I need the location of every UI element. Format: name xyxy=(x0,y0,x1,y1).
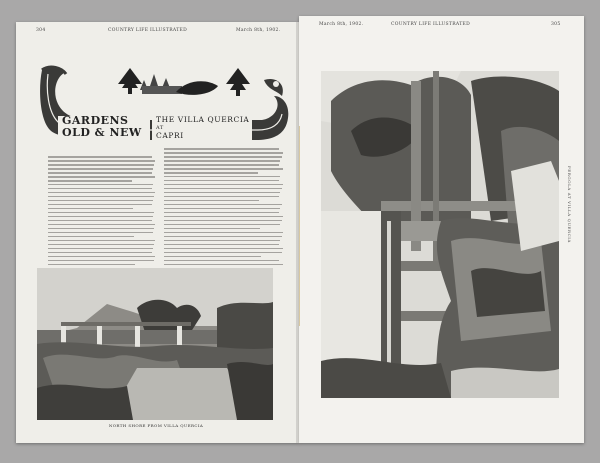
left-page-number: 304 xyxy=(36,28,46,33)
title-line-1: GARDENS xyxy=(62,114,129,127)
text-line xyxy=(48,224,155,226)
text-line xyxy=(48,216,153,218)
text-line xyxy=(164,244,279,246)
text-line xyxy=(164,220,282,222)
text-line xyxy=(48,228,154,230)
pergola-photo xyxy=(321,71,559,398)
text-line xyxy=(48,244,154,246)
text-line xyxy=(48,156,152,158)
text-line xyxy=(48,232,153,234)
text-line xyxy=(48,200,153,202)
right-page xyxy=(299,16,584,443)
left-page-date: March 8th, 1902. xyxy=(236,28,281,33)
text-line xyxy=(164,184,283,186)
right-photo-caption-text: PERGOLA AT VILLA QUERCIA xyxy=(567,166,572,243)
left-running-head: COUNTRY LIFE ILLUSTRATED xyxy=(108,28,187,33)
text-line xyxy=(164,156,282,158)
title-ornament xyxy=(36,60,292,156)
text-line xyxy=(48,264,135,266)
text-line xyxy=(48,192,155,194)
text-line xyxy=(48,176,155,178)
text-line xyxy=(48,256,155,258)
text-line xyxy=(164,252,282,254)
text-line xyxy=(164,212,279,214)
text-line xyxy=(164,172,258,174)
text-line xyxy=(164,248,283,250)
text-line xyxy=(164,160,280,162)
text-line xyxy=(48,212,154,214)
left-photo-caption: NORTH SHORE FROM VILLA QUERCIA xyxy=(108,423,204,428)
text-line xyxy=(48,252,152,254)
text-column-1 xyxy=(48,156,156,268)
garden-photo-north-shore xyxy=(37,268,273,420)
text-column-2 xyxy=(164,148,284,268)
text-line xyxy=(48,236,134,238)
left-page xyxy=(16,22,299,443)
text-line xyxy=(164,148,279,150)
subtitle xyxy=(156,115,249,140)
text-line xyxy=(164,200,259,202)
text-line xyxy=(164,240,280,242)
text-line xyxy=(48,248,153,250)
text-line xyxy=(164,264,283,266)
text-line xyxy=(164,256,261,258)
text-line xyxy=(164,232,283,234)
text-line xyxy=(164,224,280,226)
text-line xyxy=(164,176,280,178)
text-line xyxy=(164,216,283,218)
text-line xyxy=(48,180,132,182)
text-line xyxy=(48,204,152,206)
text-line xyxy=(48,168,153,170)
right-page-date: March 8th, 1902. xyxy=(319,22,364,27)
text-line xyxy=(164,196,279,198)
binding-thread xyxy=(299,126,300,326)
title-gardens xyxy=(62,115,142,139)
text-line xyxy=(48,188,152,190)
text-line xyxy=(164,236,282,238)
text-line xyxy=(48,240,155,242)
right-running-head: COUNTRY LIFE ILLUSTRATED xyxy=(391,22,470,27)
text-line xyxy=(164,260,279,262)
text-line xyxy=(164,192,280,194)
subtitle-line-1: THE VILLA QUERCIA xyxy=(156,115,250,124)
right-photo-caption xyxy=(565,166,573,316)
text-line xyxy=(48,196,154,198)
text-line xyxy=(48,260,154,262)
text-line xyxy=(164,164,279,166)
title-line-2: OLD & NEW xyxy=(62,126,142,139)
text-line xyxy=(48,160,155,162)
text-line xyxy=(164,188,282,190)
subtitle-at: AT xyxy=(156,124,164,131)
text-line xyxy=(48,172,152,174)
text-line xyxy=(164,180,279,182)
text-line xyxy=(164,152,283,154)
text-line xyxy=(164,204,282,206)
text-line xyxy=(48,220,152,222)
text-line xyxy=(164,208,280,210)
magazine-spread xyxy=(16,16,584,443)
text-line xyxy=(164,228,260,230)
text-line xyxy=(48,208,133,210)
text-line xyxy=(48,164,154,166)
text-line xyxy=(48,184,153,186)
text-line xyxy=(164,168,283,170)
right-page-number: 305 xyxy=(551,22,561,27)
subtitle-line-2: CAPRI xyxy=(156,130,184,140)
